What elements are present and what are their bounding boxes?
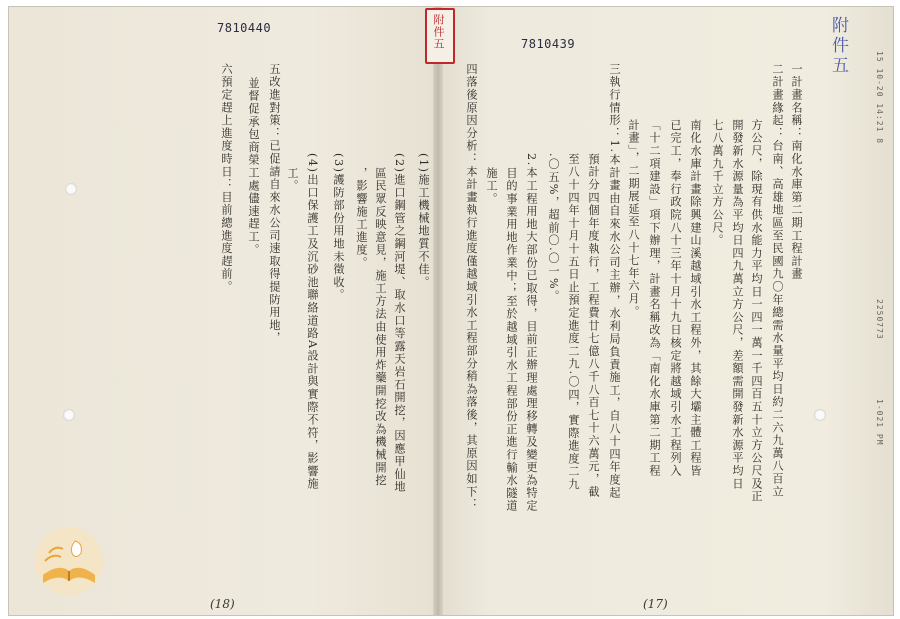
right-serial-number: 7810439 [521, 37, 576, 51]
attachment-stamp-text: 附件五 [432, 14, 445, 50]
left-column-1: 五改進對策：已促請自來水公司速取得提防用地， [268, 63, 281, 345]
punch-hole [63, 409, 75, 421]
edge-code: 2250773 [875, 299, 884, 340]
left-item-1: (1)施工機械地質不佳。 [417, 153, 430, 289]
left-item-4: ，影響施工進度。 [355, 167, 368, 270]
right-column-14: 2.本工程用地大部份已取得，目前正辦理處理移轉及變更為特定 [525, 153, 538, 513]
edge-timestamp: 15 10-20 14:21 8 [875, 51, 884, 145]
right-column-8: 「十二項建設」項下辦理，計畫名稱改為「南化水庫第二期工程 [648, 119, 661, 478]
book-spine [433, 7, 443, 615]
right-column-10: 三執行情形：1.本計畫由自來水公司主辦，水利局負責施工，自八十四年度起 [608, 63, 621, 500]
right-column-7: 已完工，奉行政院八十三年十月十九日核定將越域引水工程列入 [669, 119, 682, 478]
right-column-12: 至八十四年十月十五日止預定進度二九.〇四，實際進度二九 [567, 153, 580, 491]
right-column-2: 二計畫緣起：台南、高雄地區至民國九〇年總需水量平均日約二六九萬八百立 [771, 63, 784, 499]
right-column-16: 施工。 [485, 167, 498, 206]
left-column-2: 並督促承包商榮工處儘速趕工。 [247, 77, 260, 257]
right-column-9: 計畫」，二期展延至八十七年六月。 [627, 119, 640, 319]
left-page-number: (18) [210, 597, 235, 611]
right-page-number: (17) [643, 597, 668, 611]
right-column-5: 七八萬九千立方公尺。 [711, 119, 724, 247]
right-column-1: 一計畫名稱：南化水庫第二期工程計畫 [790, 63, 803, 281]
right-column-3: 方公尺，除現有供水能力平均日一四一萬一千四百五十立方公尺及正 [750, 119, 763, 503]
archive-logo-icon [29, 523, 107, 603]
edge-note: 1-021 PM [875, 399, 884, 446]
right-page [437, 7, 893, 615]
left-column-3: 六預定趕上進度時日：目前總進度趕前。 [220, 63, 233, 294]
right-column-13: .〇五%，超前〇.〇一%。 [547, 153, 560, 303]
left-page [9, 7, 437, 615]
handwritten-annotation: 附件五 [828, 16, 848, 76]
right-column-17: 四落後原因分析：本計畫執行進度僅越域引水工程部分稍為落後，其原因如下： [465, 63, 478, 511]
attachment-stamp [425, 8, 455, 64]
left-item-6: (4)出口保護工及沉砂池聯絡道路A設計與實際不符，影響施 [306, 153, 319, 491]
left-item-2: (2)進口鋼管之鋼河堤、取水口等露天岩石開挖，因應甲仙地 [393, 153, 406, 494]
left-item-3: 區民眾反映意見，施工方法由使用炸藥開挖改為機械開挖 [374, 167, 387, 487]
right-column-4: 開發新水源量為平均日四九萬立方公尺，差額需開發新水源平均日 [731, 119, 744, 491]
left-item-7: 工。 [286, 167, 299, 193]
scanned-document [8, 6, 894, 616]
punch-hole [814, 409, 826, 421]
right-column-15: 目的事業用地作業中；至於越域引水工程部份正進行輸水隧道 [505, 167, 518, 513]
left-serial-number: 7810440 [217, 21, 272, 35]
left-item-5: (3)護防部份用地未徵收。 [332, 153, 345, 302]
right-column-6: 南化水庫計畫除興建山溪越域引水工程外，其餘大壩主體工程皆 [689, 119, 702, 478]
right-column-11: 預計分四個年度執行，工程費廿七億八千八百七十六萬元，截 [587, 153, 600, 499]
punch-hole [65, 183, 77, 195]
